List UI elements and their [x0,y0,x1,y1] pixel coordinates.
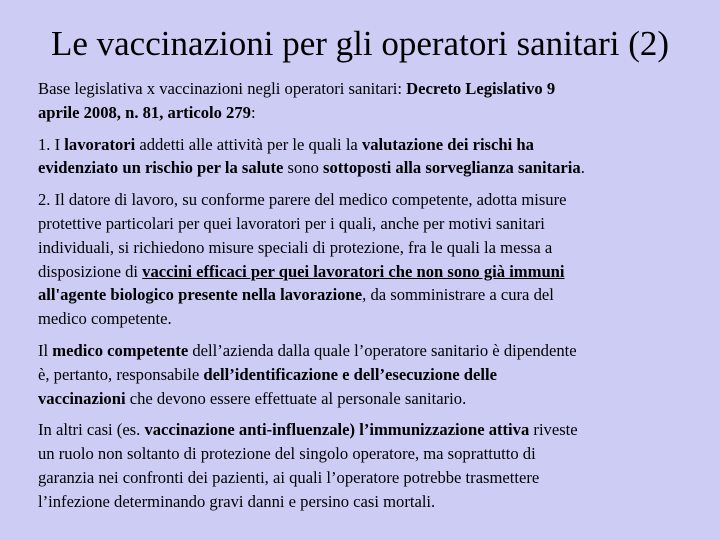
text-line [38,260,706,284]
paragraph [38,188,706,331]
text-run: medico competente. [38,309,172,329]
text-run: . [580,158,585,178]
text-run: è, pertanto, responsabile [38,364,204,384]
text-line [38,307,706,331]
text-run: , da somministrare a cura del [362,285,554,305]
text-line [38,188,706,212]
text-line [38,339,706,363]
text-run: garanzia nei confronti dei pazienti, ai quali l’operatore potrebbe trasmettere [38,467,540,487]
text-line [38,283,706,307]
text-line [38,133,706,157]
text-line [38,466,706,490]
bold-text-run: sottoposti alla sorveglianza sanitaria [323,158,581,178]
text-run: Il [38,340,53,360]
text-run: : [250,102,256,122]
text-line [38,363,706,387]
text-run: che devono essere effettuate al personale sanitario. [125,388,467,408]
text-run: protettive particolari per quei lavoratori per i quali, anche per motivi sanitari [38,213,545,233]
slide-body [38,77,706,522]
text-line [38,77,706,101]
text-run: individuali, si richiedono misure speciali di protezione, fra le quali la messa a [38,237,553,257]
text-run: In altri casi (es. [38,420,145,440]
text-run: Base legislativa x vaccinazioni negli operatori sanitari: [38,79,407,98]
text-line [38,490,706,514]
text-line [38,101,706,125]
paragraph [38,418,706,513]
bold-text-run: valutazione dei rischi ha [361,134,534,154]
bold-text-run: Decreto Legislativo 9 [406,79,556,98]
text-line [38,236,706,260]
text-run: addetti alle attività per le quali la [135,134,362,154]
text-run: l’infezione determinando gravi danni e persino casi mortali. [38,491,436,511]
bold-text-run: vaccinazioni [38,388,126,408]
bold-text-run: medico competente [52,340,189,360]
text-run: un ruolo non soltanto di protezione del singolo operatore, ma soprattutto di [38,444,536,464]
bold-text-run: all'agente biologico presente nella lavorazione [38,285,363,305]
text-run: dell’azienda dalla quale l’operatore sanitario è dipendente [188,340,577,360]
text-run: riveste [529,420,578,440]
slide-title: Le vaccinazioni per gli operatori sanitari (2) [50,24,670,63]
bold-text-run: vaccinazione anti-influenzale) l’immunizzazione attiva [144,420,530,440]
text-line [38,156,706,180]
bold-text-run: lavoratori [64,134,136,154]
text-run: 2. Il datore di lavoro, su conforme parere del medico competente, adotta misure [38,190,567,210]
text-line [38,442,706,466]
text-run: 1. I [38,134,65,154]
paragraph [38,133,706,181]
text-line [38,418,706,442]
paragraph [38,339,706,410]
bold-text-run: vaccini efficaci per quei lavoratori che non sono già immuni [142,261,565,281]
bold-text-run: dell’identificazione e dell’esecuzione delle [203,364,497,384]
text-line [38,212,706,236]
text-line [38,387,706,411]
text-run: sono [283,158,324,178]
text-run: disposizione di [38,261,143,281]
bold-text-run: aprile 2008, n. 81, articolo 279 [38,102,251,122]
paragraph [38,77,706,125]
bold-text-run: evidenziato un rischio per la salute [38,158,284,178]
